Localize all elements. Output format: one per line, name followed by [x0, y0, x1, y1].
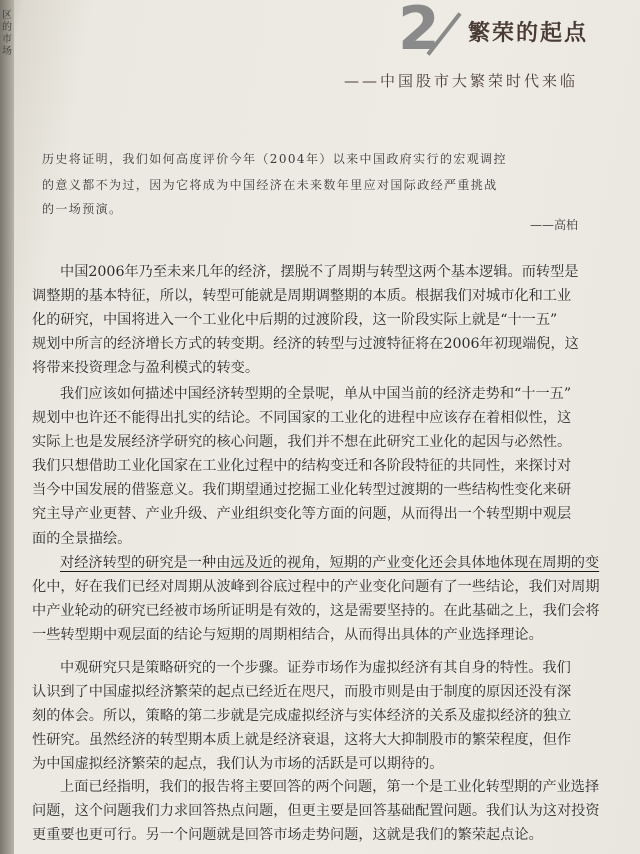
text-line: 中国2006年乃至未来几年的经济，摆脱不了周期与转型这两个基本逻辑。而转型是	[60, 264, 579, 280]
paragraph-3	[32, 551, 607, 647]
text-line: 刻的体会。所以，策略的第二步就是完成虚拟经济与实体经济的关系及虚拟经济的独立	[32, 708, 572, 725]
text-line: 当今中国发展的借鉴意义。我们期望通过挖掘工业化转型过渡期的一些结构性变化来研	[32, 482, 572, 499]
text-line: 实际上也是发展经济学研究的核心问题，我们并不想在此研究工业化的起因与必然性。	[32, 434, 572, 451]
book-spine	[0, 0, 14, 854]
chapter-title: 繁荣的起点	[468, 20, 589, 46]
text-line: 问题，这个问题我们力求回答热点问题，但更主要是回答基础配置问题。我们认为这对投资	[32, 803, 600, 820]
text-line: 面的全景描绘。	[32, 530, 132, 547]
text-line: 究主导产业更替、产业升级、产业组织变化等方面的问题，从而得出一个转型期中观层	[32, 506, 572, 523]
text-line: 更重要也更可行。另一个问题就是回答市场走势问题，这就是我们的繁荣起点论。	[32, 827, 543, 844]
text-line: 我们只想借助工业化国家在工业化过程中的结构变迁和各阶段特征的共同性，来探讨对	[32, 458, 572, 475]
paragraph-2	[32, 382, 607, 551]
text-line: 化中，好在我们已经对周期从波峰到谷底过程中的产业变化问题有了一些结论，我们对周期	[32, 579, 600, 596]
underlined-text-line: 对经济转型的研究是一种由远及近的视角，短期的产业变化还会具体地体现在周期的变	[60, 555, 600, 571]
text-line: 规划中也许还不能得出扎实的结论。不同国家的工业化的进程中应该存在着相似性，这	[32, 410, 572, 427]
spine-text: 区的市场	[2, 10, 12, 57]
paragraph-1	[32, 260, 607, 380]
text-line: 化的研究，中国将进入一个工业化中后期的过渡阶段，这一阶段实际上就是“十一五”	[32, 312, 558, 329]
text-line: 为中国虚拟经济繁荣的起点，我们认为市场的活跃是可以期待的。	[32, 756, 444, 773]
paragraph-5	[32, 775, 607, 847]
text-line: 中观研究只是策略研究的一个步骤。证券市场作为虚拟经济有其自身的特性。我们	[60, 660, 571, 676]
epigraph-line: 的一场预演。	[42, 202, 123, 216]
chapter-subtitle: ——中国股市大繁荣时代来临	[344, 72, 579, 90]
text-line: 将带来投资理念与盈利模式的转变。	[32, 360, 260, 377]
text-line: 调整期的基本特征，所以，转型可能就是周期调整期的本质。根据我们对城市化和工业	[32, 288, 572, 305]
epigraph-line: 的意义都不为过，因为它将成为中国经济在未来数年里应对国际政经严重挑战	[42, 178, 498, 192]
text-line: 性研究。虽然经济的转型期本质上就是经济衰退，这将大大抑制股市的繁荣程度，但作	[32, 732, 572, 749]
text-line: 我们应该如何描述中国经济转型期的全景呢，单从中国当前的经济走势和“十一五”	[60, 386, 572, 402]
text-line: 规划中所言的经济增长方式的转变期。经济的转型与过渡特征将在2006年初现端倪，这	[32, 336, 579, 353]
chapter-number: 2	[398, 0, 438, 64]
text-line: 一些转型期中观层面的结论与短期的周期相结合，从而得出具体的产业选择理论。	[32, 627, 543, 644]
epigraph-author: ——高柏	[530, 218, 579, 232]
epigraph-line: 历史将证明，我们如何高度评价今年（2004年）以来中国政府实行的宏观调控	[42, 152, 507, 166]
text-line: 上面已经指明，我们的报告将主要回答的两个问题，第一个是工业化转型期的产业选择	[60, 779, 600, 795]
text-line: 中产业轮动的研究已经被市场所证明是有效的，这是需要坚持的。在此基础之上，我们会将	[32, 603, 600, 620]
text-line: 认识到了中国虚拟经济繁荣的起点已经近在咫尺，而股市则是由于制度的原因还没有深	[32, 684, 572, 701]
paragraph-4	[32, 656, 607, 776]
